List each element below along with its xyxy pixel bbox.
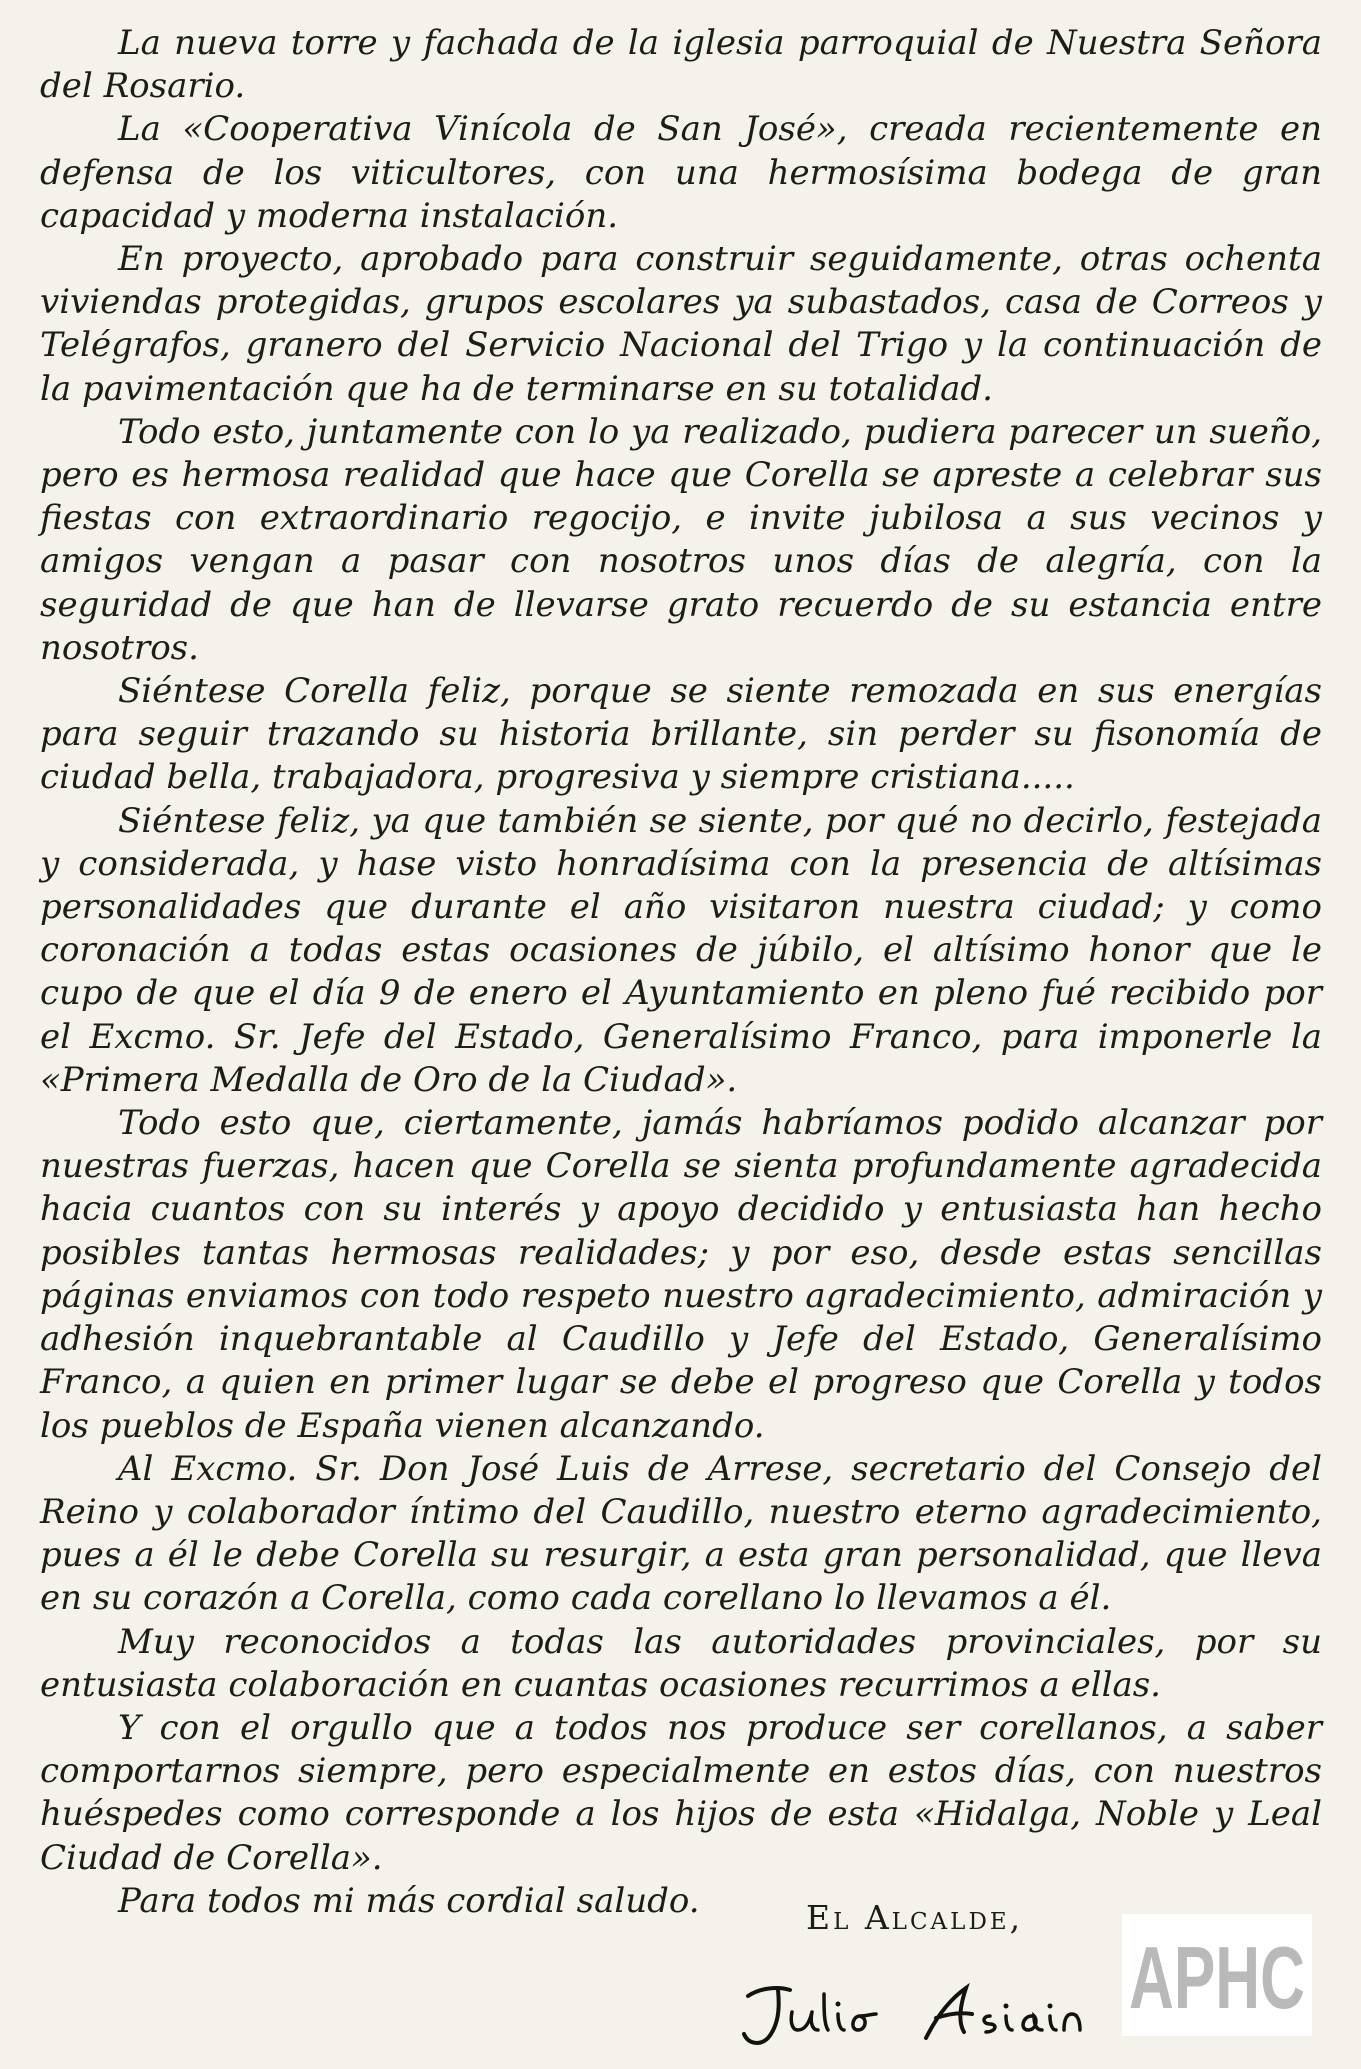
svg-text:APHC: APHC: [1129, 1928, 1305, 2027]
paragraph-autoridades: Muy reconocidos a todas las autoridades provinciales, por su entusiasta colaboración en cuantas ocasiones recurrimos a ellas.: [40, 1621, 1322, 1705]
paragraph-orgullo: Y con el orgullo que a todos nos produce ser corellanos, a saber comportarnos siempre, pero especialmente en estos días, con nuestros huéspedes como corresponde a los hijos de esta «Hidalga, Noble y Leal Ciudad de Corella».: [40, 1707, 1322, 1878]
paragraph-proyecto: En proyecto, aprobado para construir seguidamente, otras ochenta viviendas protegidas, grupos escolares ya subastados, casa de Correos y Telégrafos, granero del Servicio Nacional del Trigo y la continuación de la pavimentación que ha de terminarse en su totalidad.: [40, 239, 1322, 409]
paragraph-feliz: Siéntese Corella feliz, porque se siente remozada en sus energías para seguir trazando su historia brillante, sin perder su fisonomía de ciudad bella, trabajadora, progresiva y siempre cristiana.....: [40, 671, 1322, 798]
paragraph-sueno: Todo esto, juntamente con lo ya realizado, pudiera parecer un sueño, pero es hermosa realidad que hace que Corella se apreste a celebrar sus fiestas con extraordinario regocijo, e invite jubilosa a sus vecinos y amigos vengan a pasar con nosotros unos días de alegría, con la seguridad de que han de llevarse grato recuerdo de su estancia entre nosotros.: [40, 411, 1322, 668]
handwritten-signature: [720, 1958, 1120, 2058]
paragraph-honor: Siéntese feliz, ya que también se siente, por qué no decirlo, festejada y considerada, y hase visto honradísima con la presencia de altísimas personalidades que durante el año visitaron nuestra ciudad; y como coronación a todas estas ocasiones de júbilo, el altísimo honor que le cupo de que el día 9 de enero el Ayuntamiento en pleno fué recibido por el Excmo. Sr. Jefe del Estado, Generalísimo Franco, para imponerle la «Primera Medalla de Oro de la Ciudad».: [40, 800, 1322, 1100]
paragraph-saludo: Para todos mi más cordial saludo.: [118, 1880, 700, 1921]
aphc-watermark-logo: [1122, 1914, 1312, 2036]
paragraph-torre: La nueva torre y fachada de la iglesia parroquial de Nuestra Señora del Rosario.: [40, 23, 1322, 107]
signatory-title: El Alcalde,: [806, 1898, 1024, 1937]
paragraph-cooperativa: La «Cooperativa Vinícola de San José», creada recientemente en defensa de los viticultores, con una hermosísima bodega de gran capacidad y moderna instalación.: [40, 109, 1322, 236]
paragraph-agradecimiento: Todo esto que, ciertamente, jamás habríamos podido alcanzar por nuestras fuerzas, hacen que Corella se sienta profundamente agradecida hacia cuantos con su interés y apoyo decidido y entusiasta han hecho posibles tantas hermosas realidades; y por eso, desde estas sencillas páginas enviamos con todo respeto nuestro agradecimiento, admiración y adhesión inquebrantable al Caudillo y Jefe del Estado, Generalísimo Franco, a quien en primer lugar se debe el progreso que Corella y todos los pueblos de España vienen alcanzando.: [40, 1103, 1322, 1446]
paragraph-arrese: Al Excmo. Sr. Don José Luis de Arrese, secretario del Consejo del Reino y colaborador íntimo del Caudillo, nuestro eterno agradecimiento, pues a él le debe Corella su resurgir, a esta gran personalidad, que lleva en su corazón a Corella, como cada corellano lo llevamos a él.: [40, 1448, 1322, 1619]
body-text: [40, 22, 1322, 1923]
